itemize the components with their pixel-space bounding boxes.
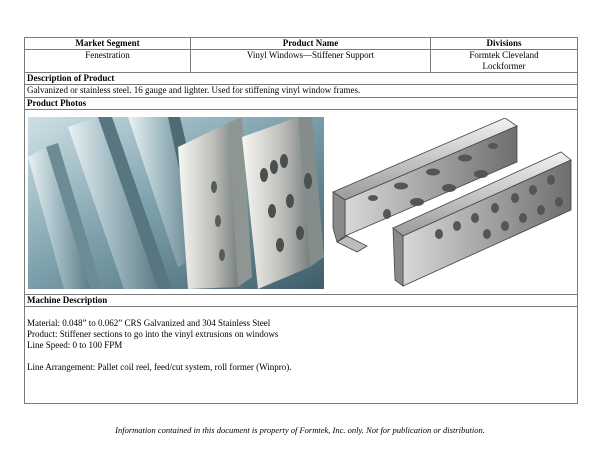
stiffener-photo [28, 117, 324, 289]
machine-line-arrangement: Line Arrangement: Pallet coil reel, feed/cut system, roll former (Winpro). [27, 362, 292, 372]
market-segment-value: Fenestration [25, 50, 191, 73]
product-name-value: Vinyl Windows—Stiffener Support [191, 50, 431, 73]
division-formtek-cleveland: Formtek Cleveland [469, 50, 539, 60]
product-photos-cell [25, 110, 578, 295]
description-text: Galvanized or stainless steel. 16 gauge and lighter. Used for stiffening vinyl window frames. [25, 85, 578, 98]
product-sheet-table [24, 37, 578, 404]
divisions-header: Divisions [431, 38, 578, 50]
footer-disclaimer: Information contained in this document is property of Formtek, Inc. only. Not for publication or distribution. [115, 425, 485, 435]
product-name-header: Product Name [191, 38, 431, 50]
description-heading: Description of Product [25, 73, 578, 85]
stiffener-drawing [327, 118, 575, 290]
header-row [25, 38, 578, 50]
product-photos-heading: Product Photos [25, 98, 578, 110]
machine-product: Product: Stiffener sections to go into the vinyl extrusions on windows [27, 329, 279, 339]
machine-description-heading: Machine Description [25, 295, 578, 307]
machine-line-speed: Line Speed: 0 to 100 FPM [27, 340, 123, 350]
division-lockformer: Lockformer [482, 61, 526, 71]
values-row [25, 50, 578, 73]
divisions-value [431, 50, 578, 73]
machine-material: Material: 0.048” to 0.062” CRS Galvanized and 304 Stainless Steel [27, 318, 271, 328]
market-segment-header: Market Segment [25, 38, 191, 50]
machine-description-cell [25, 307, 578, 404]
